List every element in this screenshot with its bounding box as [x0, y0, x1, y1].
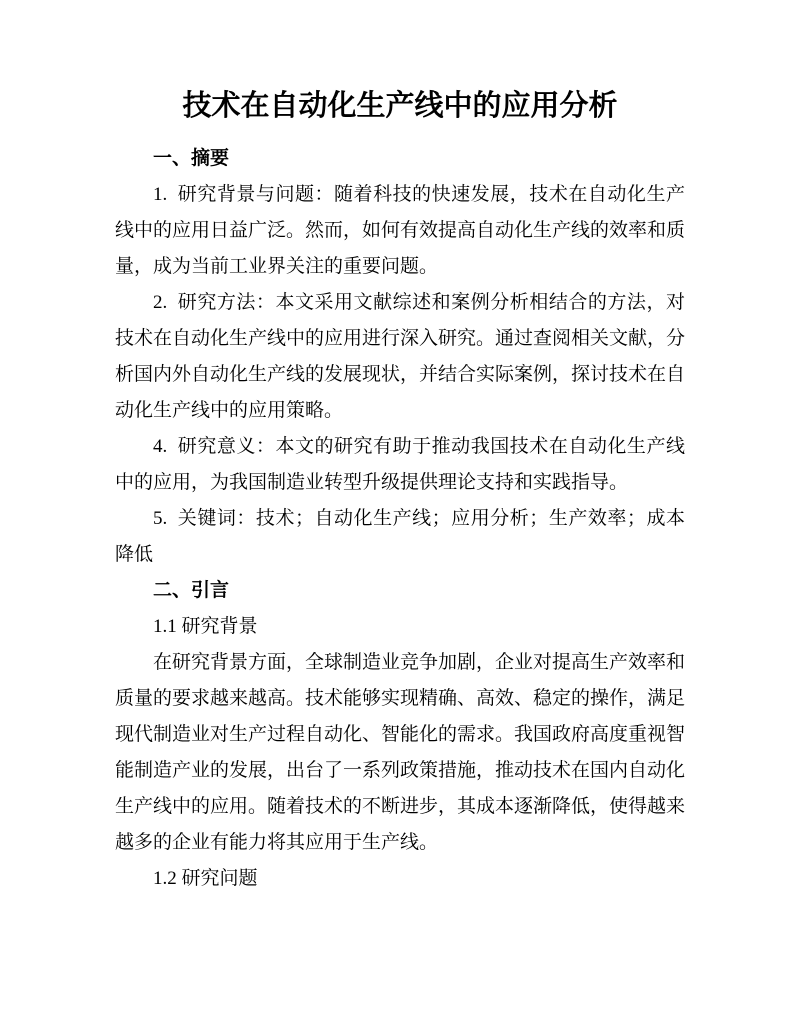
subheading-research-background: 1.1 研究背景: [153, 615, 258, 637]
heading-abstract: 一、摘要: [153, 147, 230, 169]
introduction-background-paragraph: 在研究背景方面，全球制造业竞争加剧，企业对提高生产效率和质量的要求越来越高。技术能够实现精确、高效、稳定的操作，满足现代制造业对生产过程自动化、智能化的需求。我国政府高度重视智能制造产业的发展，出台了一系列政策措施，推动技术在国内自动化生产线中的应用。随着技术的不断进步，其成本逐渐降低，使得越来越多的企业有能力将其应用于生产线。: [115, 651, 686, 853]
abstract-item-research-method: 2. 研究方法：本文采用文献综述和案例分析相结合的方法，对技术在自动化生产线中的应用进行深入研究。通过查阅相关文献，分析国内外自动化生产线的发展现状，并结合实际案例，探讨技术在自动化生产线中的应用策略。: [115, 291, 686, 421]
heading-introduction: 二、引言: [153, 579, 230, 601]
abstract-item-keywords: 5. 关键词：技术；自动化生产线；应用分析；生产效率；成本降低: [115, 507, 685, 565]
abstract-item-research-significance: 4. 研究意义：本文的研究有助于推动我国技术在自动化生产线中的应用，为我国制造业转型升级提供理论支持和实践指导。: [115, 435, 685, 493]
document-title: 技术在自动化生产线中的应用分析: [182, 90, 618, 122]
abstract-item-background-problem: 1. 研究背景与问题：随着科技的快速发展，技术在自动化生产线中的应用日益广泛。然而，如何有效提高自动化生产线的效率和质量，成为当前工业界关注的重要问题。: [115, 183, 686, 277]
subheading-research-question: 1.2 研究问题: [153, 867, 258, 889]
